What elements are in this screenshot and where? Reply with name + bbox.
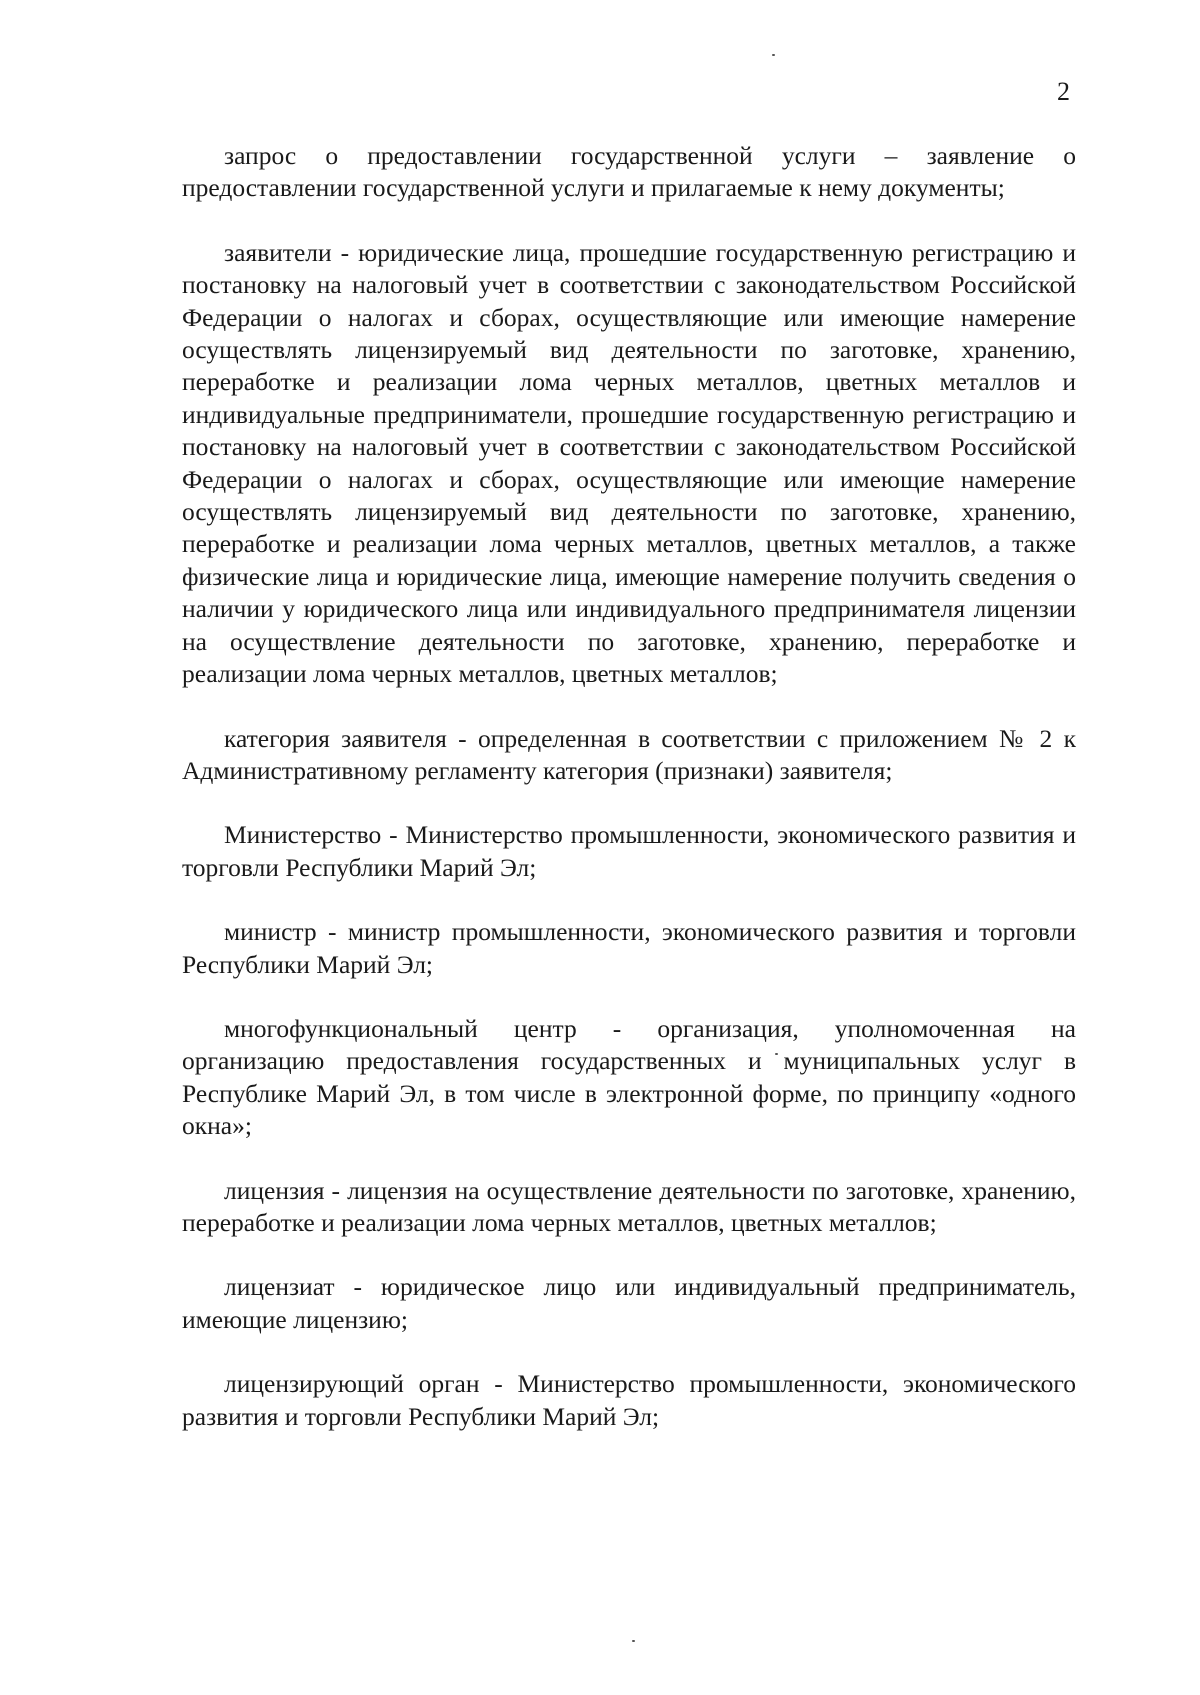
scan-speck [632,1640,635,1642]
paragraph-licensee: лицензиат - юридическое лицо или индивидуальный предприниматель, имеющие лицензию; [182,1272,1076,1334]
paragraph-license: лицензия - лицензия на осуществление деятельности по заготовке, хранению, переработке и реализации лома черных металлов, цветных металлов; [182,1175,1076,1237]
document-body [182,140,1076,1465]
paragraph-minister: министр - министр промышленности, экономического развития и торговли Республики Марий Эл; [182,917,1076,979]
paragraph-service-request: запрос о предоставлении государственной услуги – заявление о предоставлении государственной услуги и прилагаемые к нему документы; [182,141,1076,203]
paragraph-mfc: многофункциональный центр - организация, уполномоченная на организацию предоставления государственных и муниципальных услуг в Республике Марий Эл, в том числе в электронной форме, по принципу «одного окна»; [182,1013,1076,1141]
page-number: 2 [1057,77,1070,106]
scan-speck [772,54,775,56]
paragraph-ministry: Министерство - Министерство промышленности, экономического развития и торговли Республики Марий Эл; [182,820,1076,882]
paragraph-applicants: заявители - юридические лица, прошедшие государственную регистрацию и постановку на налоговый учет в соответствии с законодательством Российской Федерации о налогах и сборах, осуществляющие или имеющие намерение осуществлять лицензируемый вид деятельности по заготовке, хранению, переработке и реализации лома черных металлов, цветных металлов и индивидуальные предприниматели, прошедшие государственную регистрацию и постановку на налоговый учет в соответствии с законодательством Российской Федерации о налогах и сборах, осуществляющие или имеющие намерение осуществлять лицензируемый вид деятельности по заготовке, хранению, переработке и реализации лома черных металлов, цветных металлов, а также физические лица и юридические лица, имеющие намерение получить сведения о наличии у юридического лица или индивидуального предпринимателя лицензии на осуществление деятельности по заготовке, хранению, переработке и реализации лома черных металлов, цветных металлов; [182,237,1076,689]
paragraph-licensing-authority: лицензирующий орган - Министерство промышленности, экономического развития и торговли Республики Марий Эл; [182,1369,1076,1431]
paragraph-applicant-category: категория заявителя - определенная в соответствии с приложением № 2 к Административному регламенту категория (признаки) заявителя; [182,723,1076,785]
